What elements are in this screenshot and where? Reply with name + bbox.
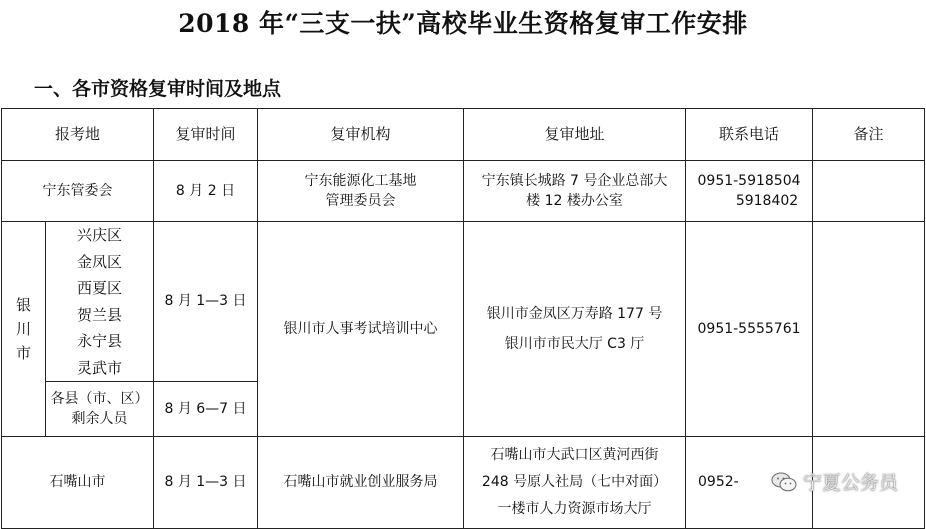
org-line: 宁东能源化工基地: [304, 172, 417, 189]
district-item: 贺兰县: [77, 305, 123, 324]
watermark-text: 宁夏公务员: [802, 472, 898, 494]
address-line: 宁东镇长城路 7 号企业总部大: [481, 172, 668, 189]
address-line: 一楼市人力资源市场大厅: [497, 501, 652, 517]
city-char: 市: [15, 344, 31, 362]
header-note: 备注: [813, 109, 925, 161]
address-line: 石嘴山市大武口区黄河西街: [490, 447, 659, 463]
cell-address: [464, 222, 686, 437]
header-time: 复审时间: [154, 109, 258, 161]
address-line: 银川市市民大厅 C3 厅: [504, 336, 645, 352]
cell-time: 8 月 2 日: [154, 161, 258, 222]
cell-org: 石嘴山市就业创业服务局: [258, 437, 464, 529]
header-org: 复审机构: [258, 109, 464, 161]
remaining-line: 剩余人员: [71, 411, 128, 427]
header-phone: 联系电话: [686, 109, 813, 161]
city-char: 银: [15, 296, 31, 314]
cell-districts: [46, 222, 154, 382]
city-char: 川: [15, 320, 31, 338]
cell-time: 8 月 1—3 日: [154, 437, 258, 529]
district-item: 西夏区: [77, 279, 123, 297]
org-line: 管理委员会: [325, 193, 396, 209]
cell-org: [258, 161, 464, 222]
district-item: 永宁县: [77, 332, 123, 350]
address-line: 248 号原人社局（七中对面）: [481, 474, 668, 490]
address-line: 楼 12 楼办公室: [526, 193, 623, 209]
cell-remaining: [46, 382, 154, 437]
header-place: 报考地: [2, 109, 154, 161]
cell-phone: [686, 161, 813, 222]
phone-text: 0952-: [698, 474, 739, 491]
phone-line: 0951-5918504: [697, 172, 801, 189]
cell-city: [2, 222, 46, 437]
section-heading: 一、各市资格复审时间及地点: [34, 78, 282, 100]
header-address: 复审地址: [464, 109, 686, 161]
cell-place: 宁东管委会: [2, 161, 154, 222]
cell-time: 8 月 6—7 日: [154, 382, 258, 437]
cell-address: [464, 437, 686, 529]
cell-org: 银川市人事考试培训中心: [258, 222, 464, 437]
address-line: 银川市金凤区万寿路 177 号: [486, 306, 663, 322]
district-item: 灵武市: [77, 358, 123, 377]
cell-phone: 0951-5555761: [686, 222, 813, 437]
cell-note: [813, 161, 925, 222]
phone-line: 5918402: [735, 193, 799, 209]
watermark: [771, 468, 898, 495]
district-item: 金凤区: [77, 252, 123, 271]
district-item: 兴庆区: [77, 226, 123, 244]
remaining-line: 各县（市、区）: [50, 390, 149, 407]
review-schedule-table: [1, 108, 925, 529]
cell-time: 8 月 1—3 日: [154, 222, 258, 382]
wechat-logo-icon: [771, 472, 797, 492]
cell-note: [813, 222, 925, 437]
table-row-ningdong: [2, 161, 925, 222]
cell-address: [464, 161, 686, 222]
cell-place: 石嘴山市: [2, 437, 154, 529]
document-title: 2018 年“三支一扶”高校毕业生资格复审工作安排: [178, 9, 748, 38]
header-row: [2, 109, 925, 161]
table-row-yinchuan: [2, 222, 925, 382]
